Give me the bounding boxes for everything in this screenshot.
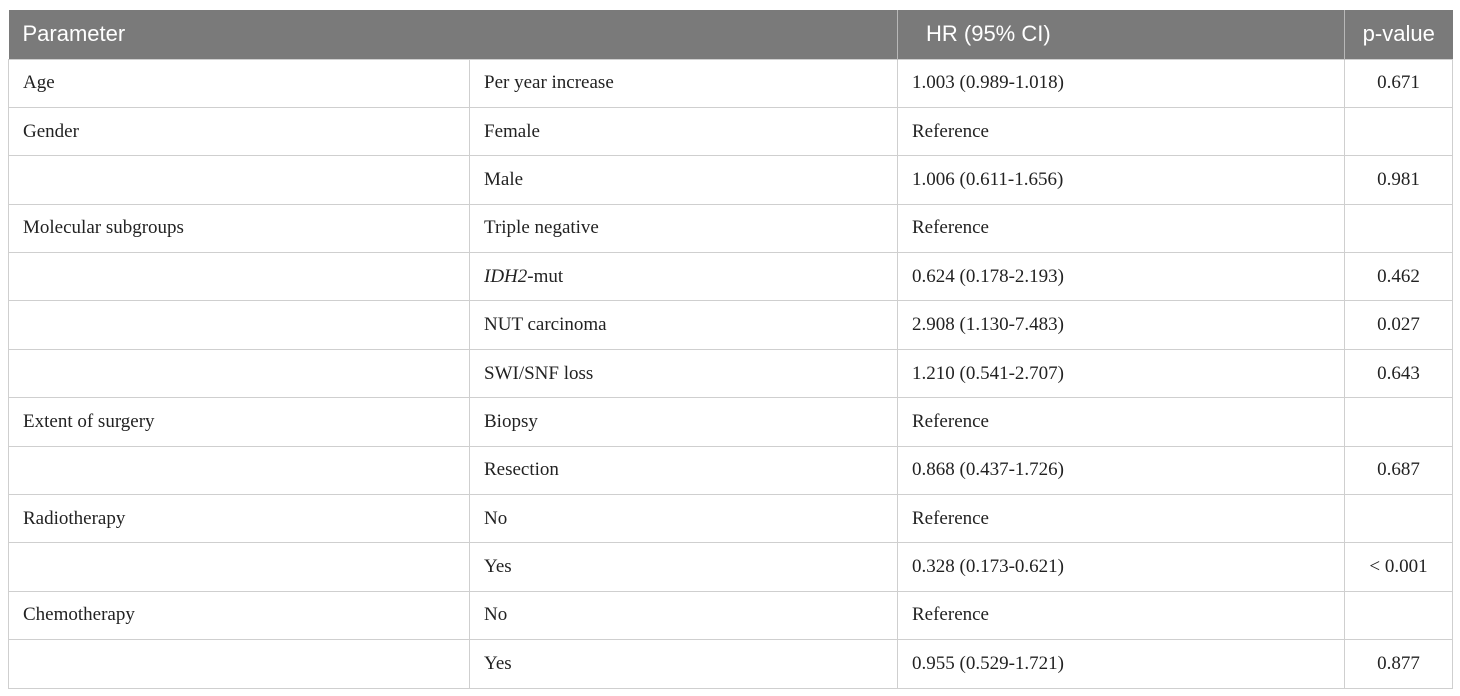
- cell-hr: 0.868 (0.437-1.726): [898, 446, 1345, 494]
- cell-level: [470, 253, 898, 301]
- cell-pvalue: 0.877: [1345, 640, 1453, 688]
- table-row: [9, 640, 1453, 688]
- table-row: [9, 446, 1453, 494]
- cell-pvalue: [1345, 107, 1453, 155]
- cell-pvalue: [1345, 495, 1453, 543]
- table-row: [9, 349, 1453, 397]
- cell-hr: 1.006 (0.611-1.656): [898, 156, 1345, 204]
- table-row: [9, 253, 1453, 301]
- cell-level-suffix: -mut: [527, 265, 564, 287]
- table-row: [9, 495, 1453, 543]
- cell-pvalue: 0.981: [1345, 156, 1453, 204]
- cell-hr: 0.328 (0.173-0.621): [898, 543, 1345, 591]
- cell-parameter: Extent of surgery: [9, 398, 470, 446]
- table-row: [9, 591, 1453, 639]
- cell-pvalue: 0.027: [1345, 301, 1453, 349]
- table-row: [9, 398, 1453, 446]
- cell-hr: 1.003 (0.989-1.018): [898, 59, 1345, 107]
- cell-pvalue: 0.671: [1345, 59, 1453, 107]
- table-row: [9, 301, 1453, 349]
- cell-pvalue: 0.643: [1345, 349, 1453, 397]
- cell-pvalue: 0.687: [1345, 446, 1453, 494]
- cell-parameter: Molecular subgroups: [9, 204, 470, 252]
- cell-hr: Reference: [898, 591, 1345, 639]
- cell-parameter: [9, 446, 470, 494]
- cell-pvalue: [1345, 398, 1453, 446]
- header-hr: HR (95% CI): [898, 10, 1345, 59]
- cell-hr: Reference: [898, 107, 1345, 155]
- cell-level: Yes: [470, 640, 898, 688]
- cell-parameter: [9, 301, 470, 349]
- cell-level-italic: IDH2: [484, 265, 528, 287]
- cell-level: SWI/SNF loss: [470, 349, 898, 397]
- hazard-ratio-table: [8, 10, 1453, 689]
- cell-parameter: Age: [9, 59, 470, 107]
- cell-parameter: [9, 253, 470, 301]
- cell-hr: Reference: [898, 204, 1345, 252]
- cell-parameter: Gender: [9, 107, 470, 155]
- header-pvalue: p-value: [1362, 21, 1435, 47]
- table-row: [9, 107, 1453, 155]
- table-row: [9, 156, 1453, 204]
- table-row: [9, 204, 1453, 252]
- cell-level: Resection: [470, 446, 898, 494]
- cell-level: No: [470, 591, 898, 639]
- cell-pvalue: [1345, 204, 1453, 252]
- cell-level: Male: [470, 156, 898, 204]
- cell-level: Per year increase: [470, 59, 898, 107]
- table-row: [9, 543, 1453, 591]
- cell-parameter: [9, 156, 470, 204]
- cell-hr: 0.955 (0.529-1.721): [898, 640, 1345, 688]
- cell-hr: Reference: [898, 398, 1345, 446]
- cell-level: Triple negative: [470, 204, 898, 252]
- cell-parameter: [9, 349, 470, 397]
- cell-level: Female: [470, 107, 898, 155]
- cell-hr: Reference: [898, 495, 1345, 543]
- cell-pvalue: 0.462: [1345, 253, 1453, 301]
- table-header-row: [9, 10, 1453, 59]
- hazard-ratio-table-container: [8, 10, 1452, 689]
- cell-parameter: Chemotherapy: [9, 591, 470, 639]
- table-row: [9, 59, 1453, 107]
- header-parameter: Parameter: [9, 10, 898, 59]
- cell-hr: 1.210 (0.541-2.707): [898, 349, 1345, 397]
- cell-pvalue: < 0.001: [1345, 543, 1453, 591]
- cell-hr: 2.908 (1.130-7.483): [898, 301, 1345, 349]
- cell-level: Biopsy: [470, 398, 898, 446]
- cell-level: NUT carcinoma: [470, 301, 898, 349]
- cell-hr: 0.624 (0.178-2.193): [898, 253, 1345, 301]
- cell-parameter: [9, 543, 470, 591]
- cell-level: No: [470, 495, 898, 543]
- cell-parameter: [9, 640, 470, 688]
- cell-parameter: Radiotherapy: [9, 495, 470, 543]
- cell-level: Yes: [470, 543, 898, 591]
- cell-pvalue: [1345, 591, 1453, 639]
